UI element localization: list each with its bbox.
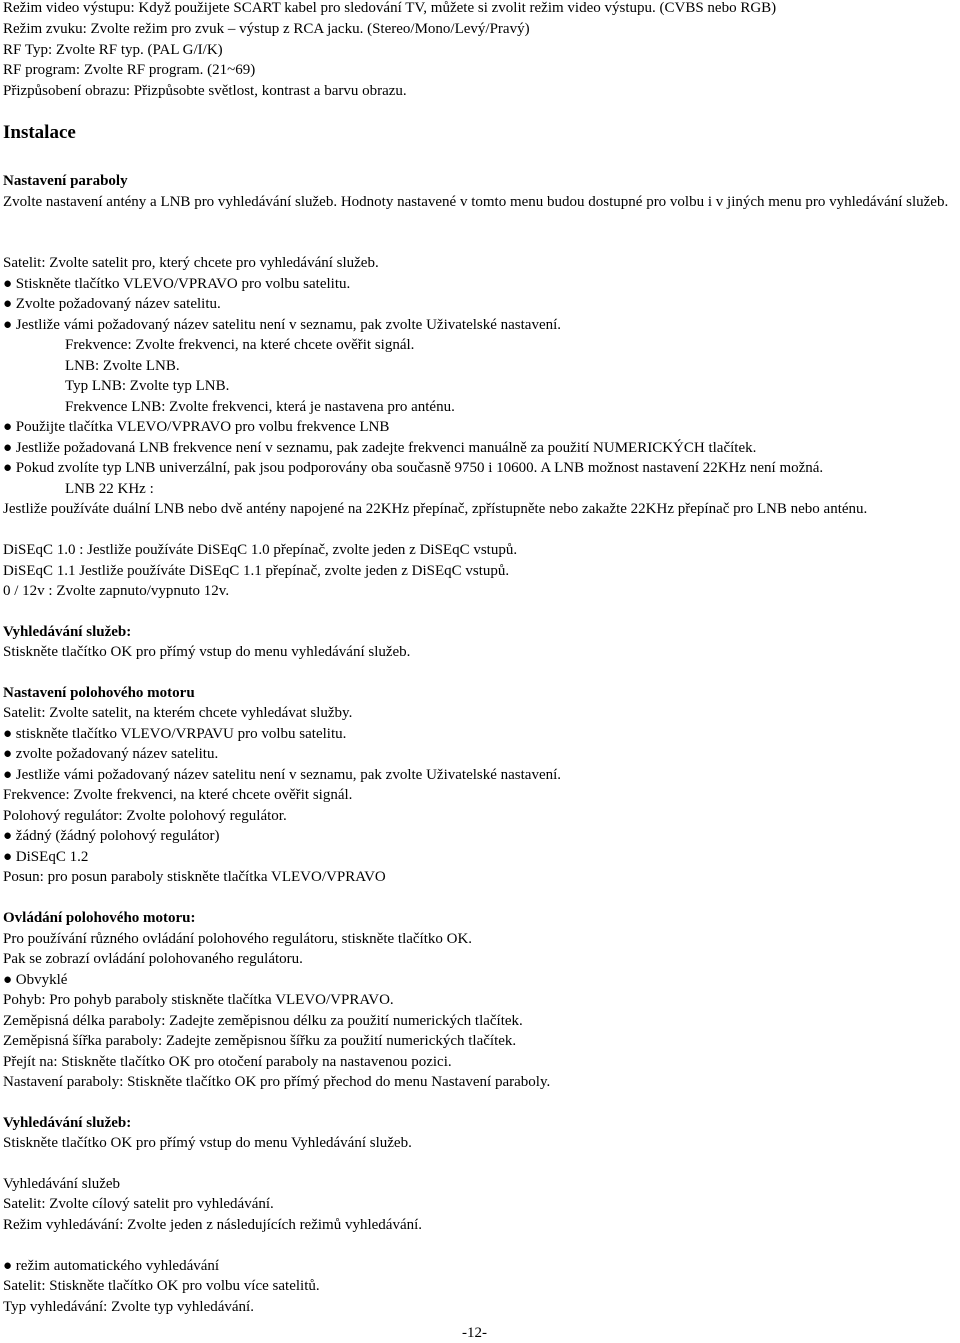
subsection-heading: Vyhledávání služeb: [3, 1115, 132, 1131]
text-line: LNB: Zvolte LNB. [65, 358, 180, 374]
text-line: DiSEqC 1.1 Jestliže používáte DiSEqC 1.1 přepínač, zvolte jeden z DiSEqC vstupů. [3, 563, 510, 579]
bullet-item: ● žádný (žádný polohový regulátor) [3, 828, 220, 844]
text-line: Režim video výstupu: Když použijete SCART kabel pro sledování TV, můžete si zvolit režim video výstupu. (CVBS nebo RGB) [3, 0, 777, 16]
section-heading: Instalace [3, 122, 76, 143]
bullet-item: ● Jestliže vámi požadovaný název satelitu není v seznamu, pak zvolte Uživatelské nastavení. [3, 317, 562, 333]
subsection-heading: Nastavení paraboly [3, 173, 128, 189]
text-line: Typ vyhledávání: Zvolte typ vyhledávání. [3, 1299, 254, 1315]
subsection-heading: Nastavení polohového motoru [3, 685, 195, 701]
text-line: Frekvence: Zvolte frekvenci, na které chcete ověřit signál. [65, 337, 415, 353]
text-line: Pohyb: Pro pohyb paraboly stiskněte tlačítka VLEVO/VPRAVO. [3, 992, 394, 1008]
text-line: RF program: Zvolte RF program. (21~69) [3, 62, 256, 78]
subsection-heading: Ovládání polohového motoru: [3, 910, 196, 926]
bullet-item: ● Stiskněte tlačítko VLEVO/VPRAVO pro volbu satelitu. [3, 276, 351, 292]
bullet-item: ● Zvolte požadovaný název satelitu. [3, 296, 221, 312]
bullet-item: ● Jestliže požadovaná LNB frekvence není v seznamu, pak zadejte frekvenci manuálně za použití NUMERICKÝCH tlačítek. [3, 440, 757, 456]
text-line: Přejít na: Stiskněte tlačítko OK pro otočení paraboly na nastavenou pozici. [3, 1054, 452, 1070]
text-line: Frekvence: Zvolte frekvenci, na které chcete ověřit signál. [3, 787, 353, 803]
text-line: Vyhledávání služeb [3, 1176, 121, 1192]
bullet-item: ● Použijte tlačítka VLEVO/VPRAVO pro volbu frekvence LNB [3, 419, 390, 435]
bullet-item: ● zvolte požadovaný název satelitu. [3, 746, 219, 762]
text-line: Typ LNB: Zvolte typ LNB. [65, 378, 230, 394]
text-line: DiSEqC 1.0 : Jestliže používáte DiSEqC 1.0 přepínač, zvolte jeden z DiSEqC vstupů. [3, 542, 518, 558]
text-line: Přizpůsobení obrazu: Přizpůsobte světlost, kontrast a barvu obrazu. [3, 83, 407, 99]
text-line: Stiskněte tlačítko OK pro přímý vstup do menu Vyhledávání služeb. [3, 1135, 412, 1151]
text-line: Pak se zobrazí ovládání polohovaného regulátoru. [3, 951, 303, 967]
text-line: Zeměpisná délka paraboly: Zadejte zeměpisnou délku za použití numerických tlačítek. [3, 1013, 523, 1029]
text-line: Pro používání různého ovládání polohového regulátoru, stiskněte tlačítko OK. [3, 931, 473, 947]
bullet-item: ● Pokud zvolíte typ LNB univerzální, pak jsou podporovány oba současně 9750 i 10600. A LNB možnost nastavení 22KHz není možná. [3, 460, 824, 476]
page-number: -12- [462, 1325, 487, 1341]
bullet-item: ● Jestliže vámi požadovaný název satelitu není v seznamu, pak zvolte Uživatelské nastavení. [3, 767, 562, 783]
bullet-item: ● režim automatického vyhledávání [3, 1258, 220, 1274]
text-line: 0 / 12v : Zvolte zapnuto/vypnuto 12v. [3, 583, 230, 599]
text-line: RF Typ: Zvolte RF typ. (PAL G/I/K) [3, 42, 223, 58]
bullet-item: ● Obvyklé [3, 972, 68, 988]
text-line: Satelit: Zvolte cílový satelit pro vyhledávání. [3, 1196, 274, 1212]
bullet-item: ● stiskněte tlačítko VLEVO/VRPAVU pro volbu satelitu. [3, 726, 347, 742]
text-line: Frekvence LNB: Zvolte frekvenci, která je nastavena pro anténu. [65, 399, 455, 415]
paragraph: Zvolte nastavení antény a LNB pro vyhledávání služeb. Hodnoty nastavené v tomto menu budou dostupné pro volbu i v jiných menu pro vyhledávání služeb. [3, 194, 949, 210]
bullet-item: ● DiSEqC 1.2 [3, 849, 89, 865]
text-line: Stiskněte tlačítko OK pro přímý vstup do menu vyhledávání služeb. [3, 644, 411, 660]
text-line: Zeměpisná šířka paraboly: Zadejte zeměpisnou šířku za použití numerických tlačítek. [3, 1033, 517, 1049]
text-line: Satelit: Zvolte satelit pro, který chcete pro vyhledávání služeb. [3, 255, 379, 271]
paragraph: Jestliže používáte duální LNB nebo dvě antény napojené na 22KHz přepínač, zpřístupněte nebo zakažte 22KHz přepínač pro LNB nebo anténu. [3, 501, 868, 517]
text-line: Satelit: Zvolte satelit, na kterém chcete vyhledávat služby. [3, 705, 353, 721]
text-line: Polohový regulátor: Zvolte polohový regulátor. [3, 808, 287, 824]
text-line: Nastavení paraboly: Stiskněte tlačítko OK pro přímý přechod do menu Nastavení paraboly. [3, 1074, 551, 1090]
text-line: Satelit: Stiskněte tlačítko OK pro volbu více satelitů. [3, 1278, 320, 1294]
text-line: Režim vyhledávání: Zvolte jeden z následujících režimů vyhledávání. [3, 1217, 423, 1233]
text-line: Posun: pro posun paraboly stiskněte tlačítka VLEVO/VPRAVO [3, 869, 386, 885]
text-line: Režim zvuku: Zvolte režim pro zvuk – výstup z RCA jacku. (Stereo/Mono/Levý/Pravý) [3, 21, 530, 37]
subsection-heading: Vyhledávání služeb: [3, 624, 132, 640]
text-line: LNB 22 KHz : [65, 481, 154, 497]
